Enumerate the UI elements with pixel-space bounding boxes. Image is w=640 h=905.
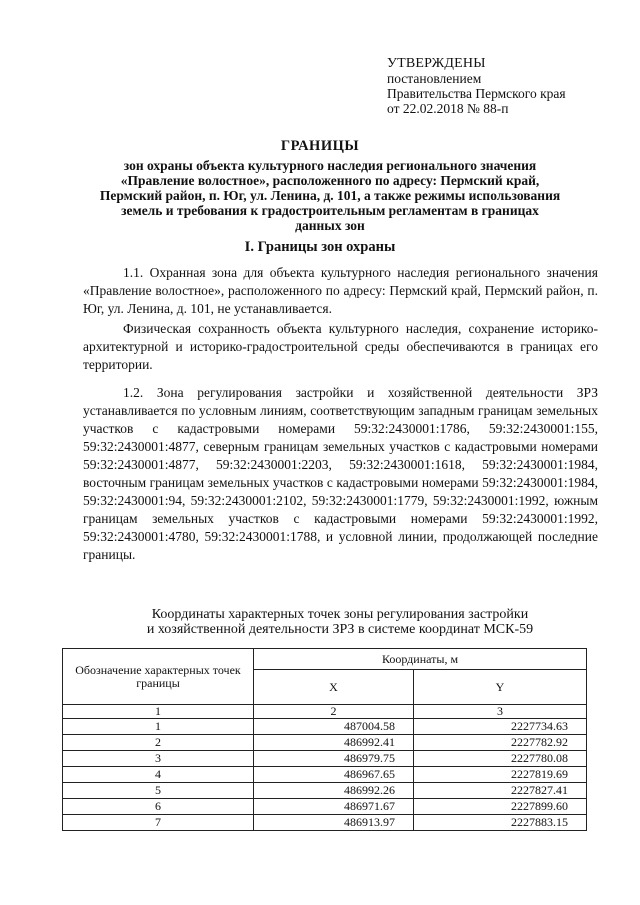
coord-x: 486979.75 <box>254 751 414 767</box>
coord-x: 486992.41 <box>254 735 414 751</box>
coord-y: 2227899.60 <box>414 799 587 815</box>
point-id: 2 <box>63 735 254 751</box>
header-designation: Обозначение характерных точек границы <box>63 649 254 705</box>
subtitle-line-4: земель и требования к градостроительным регламентам в границах <box>121 203 539 218</box>
paragraph-preservation <box>83 320 598 374</box>
table-row <box>63 719 587 735</box>
coord-x: 486967.65 <box>254 767 414 783</box>
coord-y: 2227819.69 <box>414 767 587 783</box>
point-id: 1 <box>63 719 254 735</box>
paragraph-text: 1.2. Зона регулирования застройки и хозяйственной деятельности ЗРЗ устанавливается по условным линиям, соответствующим западным границам земельных участков с кадастровыми номерами 59:32:2430001:1786, 59:32:2430001:155, 59:32:2430001:4877, северным границам земельных участков с кадастровыми номерами 59:32:2430001:4877, 59:32:2430001:2203, 59:32:2430001:1618, 59:32:2430001:1984, восточным границам земельных участков с кадастровыми номерами 59:32:2430001:1984, 59:32:2430001:94, 59:32:2430001:2102, 59:32:2430001:1779, 59:32:2430001:1992, южным границам земельных участков с кадастровыми номерами 59:32:2430001:1992, 59:32:2430001:4780, 59:32:2430001:1788, и условной линии, продолжающей последние границы. <box>83 385 598 562</box>
table-row <box>63 735 587 751</box>
coord-x: 486971.67 <box>254 799 414 815</box>
subtitle-line-1: зон охраны объекта культурного наследия регионального значения <box>123 158 537 173</box>
coord-y: 2227782.92 <box>414 735 587 751</box>
coord-y: 2227780.08 <box>414 751 587 767</box>
approval-stamp <box>387 56 566 116</box>
paragraph-1-2 <box>83 384 598 564</box>
header-x: X <box>254 670 414 705</box>
table-row <box>63 815 587 831</box>
coord-x: 486913.97 <box>254 815 414 831</box>
coord-y: 2227883.15 <box>414 815 587 831</box>
point-id: 5 <box>63 783 254 799</box>
approval-line-3: Правительства Пермского края <box>387 86 566 101</box>
paragraph-1-1 <box>83 264 598 318</box>
approval-line-4: от 22.02.2018 № 88-п <box>387 101 509 116</box>
column-number: 3 <box>414 705 587 719</box>
coord-y: 2227827.41 <box>414 783 587 799</box>
coord-y: 2227734.63 <box>414 719 587 735</box>
header-coordinates: Координаты, м <box>254 649 587 670</box>
column-number-row <box>63 705 587 719</box>
subtitle-line-5: данных зон <box>295 218 365 233</box>
coord-x: 487004.58 <box>254 719 414 735</box>
subtitle-line-3: Пермский район, п. Юг, ул. Ленина, д. 101, а также режимы использования <box>99 188 561 203</box>
table-row <box>63 767 587 783</box>
table-row <box>63 751 587 767</box>
point-id: 7 <box>63 815 254 831</box>
coord-x: 486992.26 <box>254 783 414 799</box>
paragraph-text: 1.1. Охранная зона для объекта культурного наследия регионального значения «Правление волостное», расположенного по адресу: Пермский край, Пермский район, п. Юг, ул. Ленина, д. 101, не устанавливается. <box>83 265 598 316</box>
approval-heading: УТВЕРЖДЕНЫ <box>387 56 486 71</box>
document-subtitle <box>60 158 600 233</box>
column-number: 2 <box>254 705 414 719</box>
column-number: 1 <box>63 705 254 719</box>
header-y: Y <box>414 670 587 705</box>
table-caption <box>90 607 590 637</box>
point-id: 3 <box>63 751 254 767</box>
subtitle-line-2: «Правление волостное», расположенного по адресу: Пермский край, <box>120 173 540 188</box>
section-title: I. Границы зон охраны <box>244 239 396 255</box>
point-id: 6 <box>63 799 254 815</box>
coordinates-table <box>62 648 587 831</box>
paragraph-text: Физическая сохранность объекта культурного наследия, сохранение историко-архитектурной и историко-градостроительной среды обеспечиваются в границах его территории. <box>83 321 598 372</box>
table-row <box>63 783 587 799</box>
point-id: 4 <box>63 767 254 783</box>
table-caption-line-1: Координаты характерных точек зоны регулирования застройки <box>151 607 529 622</box>
table-caption-line-2: и хозяйственной деятельности ЗРЗ в системе координат МСК-59 <box>146 622 534 637</box>
document-title: ГРАНИЦЫ <box>280 138 360 154</box>
approval-line-2: постановлением <box>387 71 482 86</box>
table-row <box>63 799 587 815</box>
